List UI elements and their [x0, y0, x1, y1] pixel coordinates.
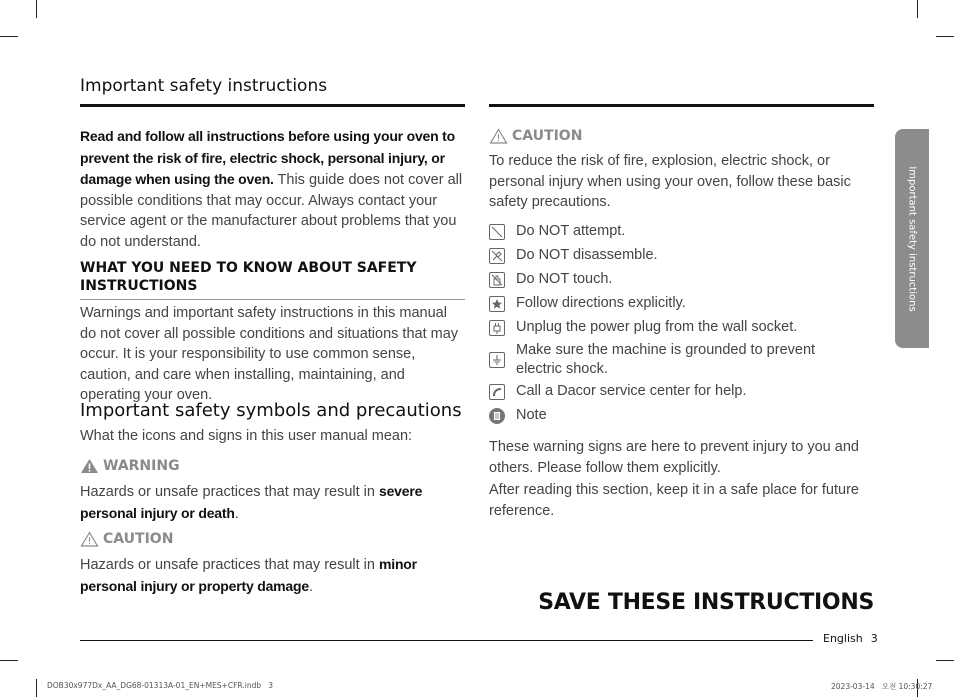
caution-text [80, 554, 468, 597]
icon-label: Do NOT attempt. [516, 223, 626, 239]
caution-text-bold: minor personal injury or property damage [80, 556, 417, 594]
icon-row-ground [489, 341, 861, 379]
follow-directions-icon [489, 296, 505, 312]
note-icon [489, 408, 505, 424]
know-text: Warnings and important safety instructions in this manual do not cover all possible conditions and situations that may occur. It is your responsibility to use common sense, caution, and care when installing, maintaining, and operating your oven. [80, 305, 459, 403]
right-caution-sign [489, 128, 582, 144]
side-tab-label: Important safety instructions [906, 166, 918, 312]
know-divider [80, 299, 465, 300]
icon-row-attempt [489, 222, 625, 241]
icon-label: Call a Dacor service center for help. [516, 383, 747, 399]
caution-icon [80, 531, 99, 547]
intro-paragraph [80, 126, 468, 252]
warning-text-bold: severe personal injury or death [80, 483, 423, 521]
intro-rest: This guide does not cover all possible conditions that may occur. Always contact your service agent or the manufacturer about problems that you do not understand. [80, 172, 463, 250]
left-heading-rule [80, 104, 465, 107]
icon-row-touch [489, 270, 612, 289]
warning-icon [80, 458, 99, 474]
icon-label: Unplug the power plug from the wall socket. [516, 319, 798, 335]
caution-text-plain: Hazards or unsafe practices that may result in [80, 557, 379, 573]
closing-paragraph-2: After reading this section, keep it in a safe place for future reference. [489, 482, 859, 519]
symbols-title: Important safety symbols and precautions [80, 400, 462, 421]
symbols-intro: What the icons and signs in this user manual mean: [80, 428, 413, 444]
warning-text [80, 481, 468, 524]
ground-icon [489, 352, 505, 368]
icon-row-call [489, 382, 747, 401]
warning-text-plain: Hazards or unsafe practices that may result in [80, 484, 379, 500]
side-tab[interactable] [895, 129, 929, 348]
warning-sign [80, 458, 180, 474]
icon-row-follow [489, 294, 686, 313]
unplug-icon [489, 320, 505, 336]
caution-label: CAUTION [103, 531, 174, 547]
no-touch-icon [489, 272, 505, 288]
icon-label: Do NOT touch. [516, 271, 613, 287]
closing-paragraph-1: These warning signs are here to prevent injury to you and others. Please follow them explicitly. [489, 439, 859, 476]
page-number: 3 [870, 632, 878, 645]
save-instructions-heading: SAVE THESE INSTRUCTIONS [538, 590, 874, 615]
warning-text-end: . [234, 505, 239, 522]
caution-sign [80, 531, 173, 547]
footer-page-info [823, 632, 878, 645]
right-caution-intro: To reduce the risk of fire, explosion, electric shock, or personal injury when using your oven, follow these basic safety precautions. [489, 153, 851, 210]
icon-row-note [489, 406, 547, 425]
section-title: Important safety instructions [80, 76, 328, 96]
prohibited-icon [489, 224, 505, 240]
warning-label: WARNING [103, 458, 180, 474]
right-caution-label: CAUTION [512, 128, 583, 144]
footer-file-name: DOB30x977Dx_AA_DG68-01313A-01_EN+MES+CFR.indb 3 [47, 681, 274, 690]
icon-label: Follow directions explicitly. [516, 295, 686, 311]
footer-timestamp: 2023-03-14 오전 10:30:27 [831, 682, 933, 691]
footer-rule [80, 640, 813, 641]
no-disassemble-icon [489, 248, 505, 264]
phone-icon [489, 384, 505, 400]
footer-language: English [823, 632, 863, 645]
icon-label: Do NOT disassemble. [516, 247, 658, 263]
icon-label: Note [516, 407, 547, 423]
right-heading-rule [489, 104, 874, 107]
caution-text-end: . [308, 578, 313, 595]
icon-label: Make sure the machine is grounded to prevent electric shock. [516, 342, 816, 377]
icon-row-disassemble [489, 246, 658, 265]
intro-bold: Read and follow all instructions before using your oven to prevent the risk of fire, electric shock, personal injury, or damage when using the oven. [80, 128, 455, 187]
icon-row-unplug [489, 318, 797, 337]
caution-icon [489, 128, 508, 144]
know-heading: WHAT YOU NEED TO KNOW ABOUT SAFETY INSTRUCTIONS [80, 260, 417, 294]
